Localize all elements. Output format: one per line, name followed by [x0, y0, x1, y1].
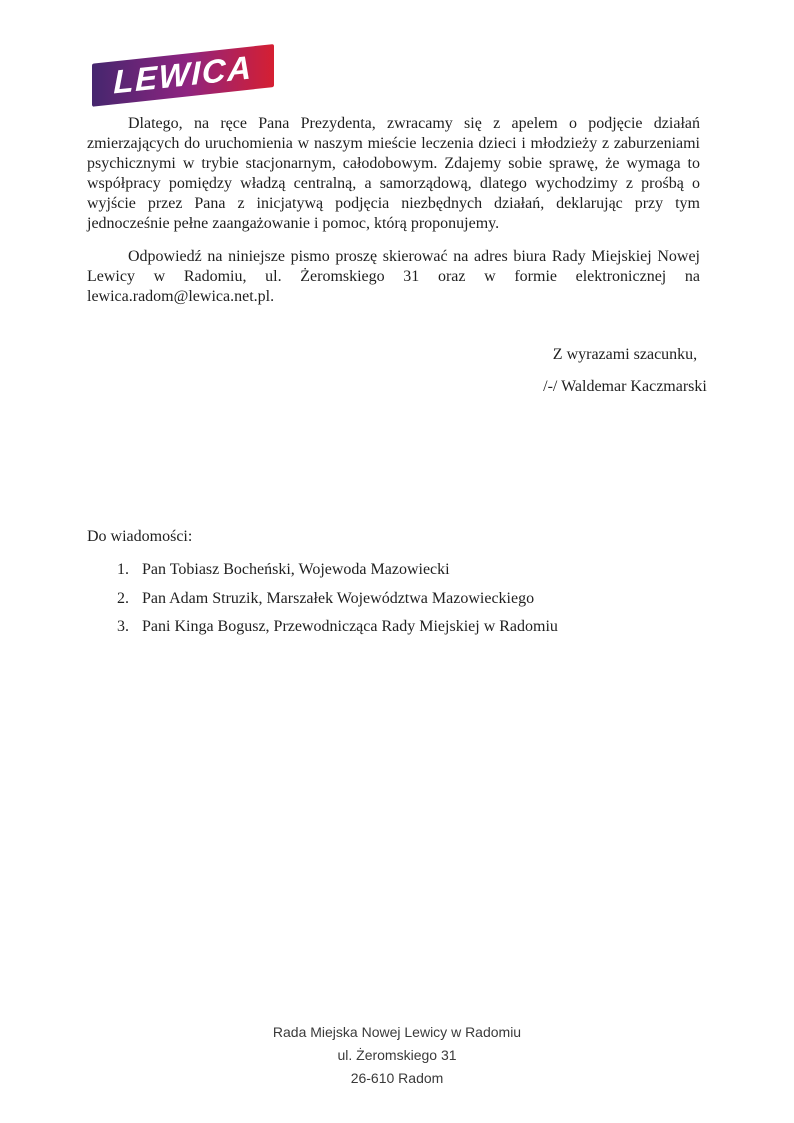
cc-item-number: 2. — [117, 589, 129, 607]
cc-item-number: 3. — [117, 618, 129, 635]
page-footer — [0, 1021, 794, 1090]
paragraph-line: zmierzających do uruchomienia w naszym mieście leczenia dzieci i młodzieży z zaburzeniami — [87, 135, 700, 152]
closing-block — [435, 345, 794, 397]
cc-heading: Do wiadomości: — [87, 528, 193, 545]
cc-item-text: Pani Kinga Bogusz, Przewodnicząca Rady Miejskiej w Radomiu — [142, 618, 558, 635]
paragraph-line: psychicznymi w trybie stacjonarnym, całodobowym. Zdajemy sobie sprawę, że wymaga to — [87, 155, 700, 172]
cc-item-text: Pan Tobiasz Bocheński, Wojewoda Mazowiecki — [142, 561, 450, 578]
cc-item-number: 1. — [117, 561, 129, 578]
footer-line: Rada Miejska Nowej Lewicy w Radomiu — [272, 1024, 522, 1040]
footer-line: ul. Żeromskiego 31 — [337, 1047, 457, 1063]
cc-item-text: Pan Adam Struzik, Marszałek Województwa Mazowieckiego — [142, 589, 535, 607]
paragraph-line: Lewicy w Radomiu, ul. Żeromskiego 31 oraz w formie elektronicznej na — [87, 268, 700, 285]
cc-list-item — [87, 613, 700, 642]
paragraph-reply-address — [87, 247, 700, 307]
paragraph-line: jednocześnie pełne zaangażowanie i pomoc, którą proponujemy. — [87, 215, 500, 232]
footer-line: 26-610 Radom — [350, 1070, 444, 1086]
paragraph-appeal — [87, 114, 700, 234]
paragraph-line: Dlatego, na ręce Pana Prezydenta, zwracamy się z apelem o podjęcie działań — [128, 115, 700, 132]
paragraph-line: współpracy pomiędzy władzą centralną, a samorządową, dlatego wychodzimy z prośbą o — [87, 175, 700, 192]
cc-list-item — [87, 556, 700, 585]
paragraph-line: wyjście przez Pana z inicjatywą podjęcia niezbędnych działań, deklarując przy tym — [87, 195, 700, 212]
paragraph-line: Odpowiedź na niniejsze pismo proszę skierować na adres biura Rady Miejskiej Nowej — [128, 248, 700, 265]
lewica-logo-text: LEWICA — [113, 48, 253, 101]
signature-name: /-/ Waldemar Kaczmarski — [543, 378, 707, 395]
cc-list-item — [87, 585, 700, 614]
lewica-logo — [92, 44, 274, 107]
cc-list — [87, 556, 700, 642]
paragraph-line: lewica.radom@lewica.net.pl. — [87, 288, 275, 305]
closing-salutation: Z wyrazami szacunku, — [552, 346, 698, 363]
